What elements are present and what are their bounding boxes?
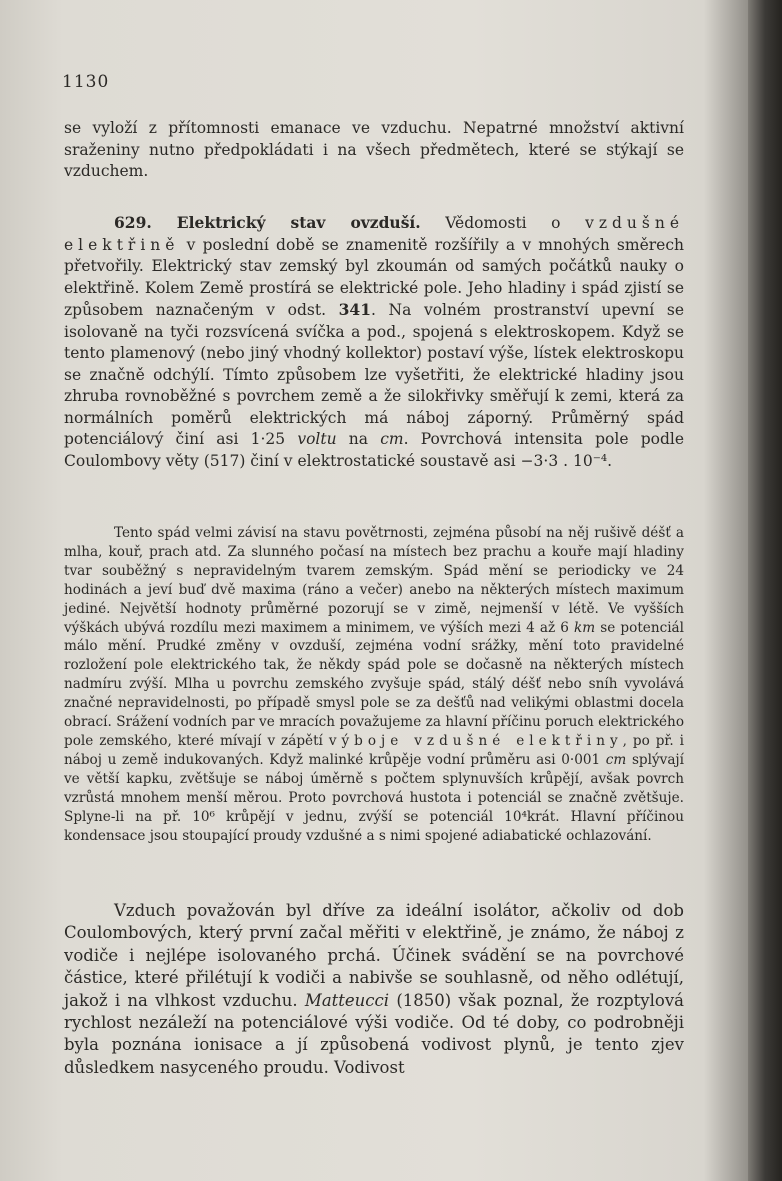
paragraph-1-text: se vyloží z přítomnosti emanace ve vzduchu. Nepatrné množství aktivní sraženiny nutno předpokládati i na všech předmětech, které se stýkají se vzduchem. [64, 119, 684, 180]
spaced-term: výboje vzdušné elektřiny [328, 732, 623, 749]
paragraph-1 [64, 118, 684, 183]
text-run: . Na volném prostranství upevní se isolovaně na tyči rozsvícená svíčka a pod., spojená s elektroskopem. Když se tento plamenový (nebo jiný vhodný kollektor) postaví výše, lístek elektroskopu se značně odchýlí. Tímto způsobem lze vyšetřiti, že elektrické hladiny jsou zhruba rovnoběžné s povrchem země a že silokřivky směřují k zemi, která za normálních poměrů elektrických má náboj záporný. Průměrný spád potenciálový činí asi 1·25 [64, 301, 684, 448]
small-print-paragraph [64, 524, 684, 845]
unit-term: voltu [297, 430, 337, 448]
spaced-term: vzdušné elektřině [64, 214, 685, 254]
text-run: na [336, 430, 381, 448]
person-name: Matteucci [304, 990, 390, 1010]
page-number: 1130 [62, 72, 110, 92]
section-629 [64, 212, 684, 472]
small-print-text [64, 524, 684, 845]
section-reference: 341 [338, 300, 371, 319]
section-629-text [64, 212, 684, 472]
text-run: , po př. i náboj u země indukovaných. Když malinké krůpěje vodní průměru asi 0·001 [64, 732, 685, 768]
paragraph-conductivity-text [64, 900, 684, 1079]
text-run: se potenciál málo mění. Prudké změny v ovzduší, zejména vodní srážky, mění toto pravidelné rozložení pole elektrického tak, že někdy spád pole se dočasně na některých místech nadmíru zvýší. Mlha u povrchu zemského zvyšuje spád, stálý déšť nebo sníh vyvolává značné nepravidelnosti, po případě smysl pole se za dešťů nad velikými oblastmi docela obrací. Srážení vodních par ve mracích považujeme za hlavní příčinu poruch elektrického pole zemského, které mívají v zápětí [64, 619, 684, 749]
text-run: splývají ve větší kapku, zvětšuje se náboj úměrně s počtem splynuvších krůpějí, avšak povrch vzrůstá mnohem menší měrou. Proto povrchová hustota i potenciál se značně zvětšuje. Splyne-li na př. 10⁶ krůpějí v jednu, zvýší se potenciál 10⁴krát. Hlavní příčinou kondensace jsou stoupající proudy vzdušné a s nimi spojené adiabatické ochlazování. [64, 751, 684, 844]
text-run: Vědomosti o [420, 214, 586, 232]
text-run: . Povrchová intensita pole podle Coulombovy věty (517) činí v elektrostatické soustavě asi −3·3 . 10⁻⁴. [64, 430, 684, 470]
text-run: v poslední době se znamenitě rozšířily a v mnohých směrech přetvořily. Elektrický stav zemský byl zkoumán od samých počátků nauky o elektřině. Kolem Země prostírá se elektrické pole. Jeho hladiny i spád zjistí se způsobem naznačeným v odst. [64, 235, 684, 319]
text-run: Vzduch považován byl dříve za ideální isolátor, ačkoliv od dob Coulombových, který první začal měřiti v elektřině, je známo, že náboj z vodiče i nejlépe isolovaného prchá. Účinek svádění se na povrchové částice, které přilétují k vodiči a nabivše se souhlasně, od něho odlétují, jakož i na vlhkost vzduchu. [64, 901, 684, 1010]
book-spine-shadow [748, 0, 782, 1181]
unit-term: cm [380, 430, 404, 448]
section-heading: 629. Elektrický stav ovzduší. [114, 213, 421, 232]
text-run: (1850) však poznal, že rozptylová rychlost nezáleží na potenciálové výši vodiče. Od té doby, co podrobněji byla poznána ionisace a jí způsobená vodivost plynů, je tento zjev důsledkem nasyceného proudu. Vodivost [64, 990, 684, 1077]
text-run: Tento spád velmi závisí na stavu povětrnosti, zejména působí na něj rušivě déšť a mlha, kouř, prach atd. Za slunného počasí na místech bez prachu a kouře mají hladiny tvar souběžný s nepravidelným tvarem zemským. Spád mění se periodicky ve 24 hodinách a jeví buď dvě maxima (ráno a večer) anebo na některých místech maximum jediné. Největší hodnoty průměrné pozorují se v zimě, nejmenší v létě. Ve vyšších výškách ubývá rozdílu mezi maximem a minimem, ve výších mezi 4 až 6 [64, 525, 684, 636]
unit-term: cm [605, 751, 627, 768]
unit-term: km [574, 619, 596, 636]
paragraph-conductivity [64, 900, 684, 1079]
